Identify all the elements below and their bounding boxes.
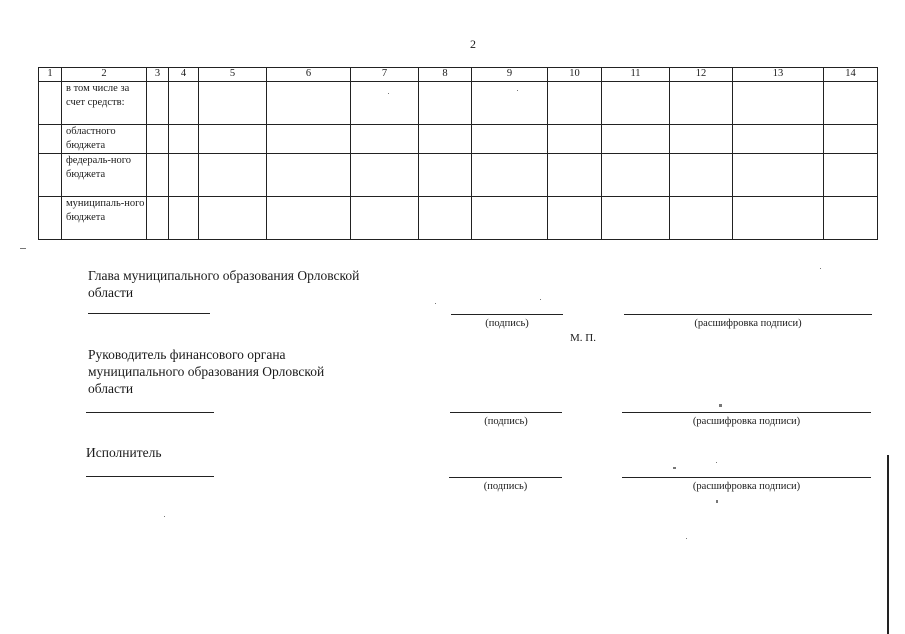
table-cell [824,125,878,154]
table-cell [548,197,602,240]
signature-line [450,412,562,413]
decode-caption: (расшифровка подписи) [694,318,802,329]
table-cell [351,125,419,154]
signature-line [449,477,562,478]
column-header: 11 [602,68,670,82]
column-header: 10 [548,68,602,82]
date-line [86,412,214,413]
table-cell [267,125,351,154]
column-header: 4 [169,68,199,82]
table-cell [351,197,419,240]
table-cell [548,125,602,154]
scan-speck [517,90,518,91]
table-cell [824,154,878,197]
table-cell [39,125,62,154]
decode-caption: (расшифровка подписи) [692,481,801,492]
row-label: в том числе за счет средств: [62,82,147,125]
row-label: областного бюджета [62,125,147,154]
column-header: 8 [419,68,472,82]
decode-line [624,314,872,315]
column-header: 6 [267,68,351,82]
table-cell [670,197,733,240]
table-cell [169,197,199,240]
table-cell [147,125,169,154]
table-cell [733,82,824,125]
signatory-title-head: Глава муниципального образования Орловской области [88,268,360,300]
column-header: 12 [670,68,733,82]
table-cell [419,154,472,197]
table-cell [733,125,824,154]
stamp-label: М. П. [570,332,596,344]
table-header-row [39,68,878,82]
table-cell [199,125,267,154]
column-header: 13 [733,68,824,82]
table-cell [602,154,670,197]
table-cell [602,197,670,240]
scan-speck [164,516,165,517]
table-cell [169,125,199,154]
column-header: 14 [824,68,878,82]
table-cell [199,154,267,197]
table-cell [733,154,824,197]
table-cell [472,82,548,125]
table-cell [351,82,419,125]
table-cell [39,82,62,125]
column-header: 2 [62,68,147,82]
column-header: 3 [147,68,169,82]
table-cell [548,154,602,197]
signature-caption: (подпись) [483,481,528,492]
table-cell [824,82,878,125]
signatory-title-finance: Руководитель финансового органа муниципального образования Орловской области [88,347,325,396]
table-cell [199,82,267,125]
decode-line [622,412,871,413]
table-row [39,197,878,240]
date-line [86,476,214,477]
decode-line [622,477,871,478]
table-cell [267,197,351,240]
table-cell [472,197,548,240]
table-row [39,154,878,197]
scan-speck [686,538,687,539]
table-row [39,82,878,125]
table-cell [169,154,199,197]
column-header: 9 [472,68,548,82]
page-number: 2 [470,37,476,51]
scan-speck [435,303,436,304]
decode-caption: (расшифровка подписи) [692,416,801,427]
table-cell [39,154,62,197]
table-cell [169,82,199,125]
scan-speck [716,500,718,503]
scan-speck [716,462,717,463]
table-cell [670,125,733,154]
table-cell [147,82,169,125]
table-cell [419,82,472,125]
table-cell [472,154,548,197]
scan-speck [20,248,26,249]
column-header: 1 [39,68,62,82]
table-cell [351,154,419,197]
signature-line [451,314,563,315]
table-cell [733,197,824,240]
table-cell [548,82,602,125]
table-cell [419,125,472,154]
table-cell [267,154,351,197]
scan-speck [719,404,722,407]
table-cell [670,154,733,197]
row-label: муниципаль-ного бюджета [62,197,147,240]
table-cell [267,82,351,125]
row-label: федераль-ного бюджета [62,154,147,197]
table-cell [602,125,670,154]
table-cell [39,197,62,240]
scan-speck [673,467,676,469]
table-cell [199,197,267,240]
column-header: 7 [351,68,419,82]
signature-caption: (подпись) [485,318,529,329]
signatory-title-executor: Исполнитель [86,445,162,460]
date-line [88,313,210,314]
table-cell [602,82,670,125]
table-cell [824,197,878,240]
column-header: 5 [199,68,267,82]
scan-border-line [887,455,889,634]
table-cell [419,197,472,240]
table-cell [147,197,169,240]
budget-table [38,67,878,240]
scan-speck [540,299,541,300]
table-cell [472,125,548,154]
signature-caption: (подпись) [484,416,528,427]
table-cell [670,82,733,125]
table-row [39,125,878,154]
scan-speck [820,268,821,269]
table-cell [147,154,169,197]
scan-speck [388,93,389,94]
